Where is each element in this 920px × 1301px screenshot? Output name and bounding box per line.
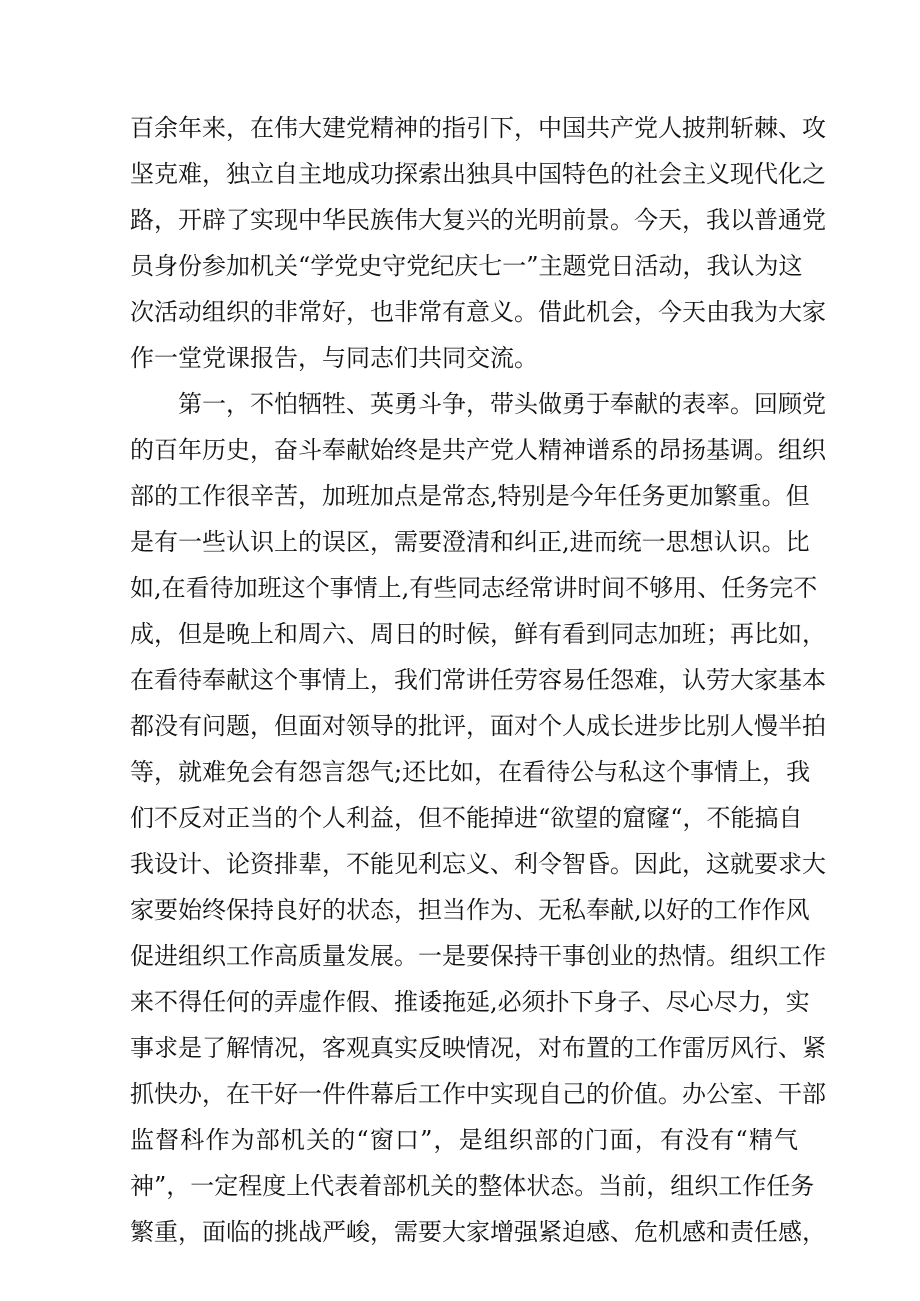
paragraph-2-line-1: 第一，不怕牺牲、英勇斗争，带头做勇于奉献的表率。回顾党	[178, 390, 826, 418]
paragraph-2-line-4: 是有一些认识上的误区，需要澄清和纠正,进而统一思想认识。比	[130, 528, 810, 556]
paragraph-1-line-1: 百余年来，在伟大建党精神的指引下，中国共产党人披荆斩棘、攻	[130, 114, 826, 142]
paragraph-1-line-4: 员身份参加机关“学党史守党纪庆七一”主题党日活动，我认为这	[130, 252, 803, 280]
paragraph-2-line-5: 如,在看待加班这个事情上,有些同志经常讲时间不够用、任务完不	[130, 574, 818, 602]
paragraph-2-line-3: 部的工作很辛苦，加班加点是常态,特别是今年任务更加繁重。但	[130, 482, 810, 510]
paragraph-2-line-11: 我设计、论资排辈，不能见利忘义、利令智昏。因此，这就要求大	[130, 850, 826, 878]
paragraph-2-line-2: 的百年历史，奋斗奉献始终是共产党人精神谱系的昂扬基调。组织	[130, 436, 826, 464]
paragraph-2-line-16: 抓快办，在干好一件件幕后工作中实现自己的价值。办公室、干部	[130, 1080, 826, 1108]
paragraph-2-line-15: 事求是了解情况，客观真实反映情况，对布置的工作雷厉风行、紧	[130, 1034, 826, 1062]
paragraph-1-line-6: 作一堂党课报告，与同志们共同交流。	[130, 344, 538, 372]
paragraph-2-line-17: 监督科作为部机关的“窗口”，是组织部的门面，有没有“精气	[130, 1126, 798, 1154]
paragraph-1-line-5: 次活动组织的非常好，也非常有意义。借此机会，今天由我为大家	[130, 298, 826, 326]
paragraph-1-line-3: 路，开辟了实现中华民族伟大复兴的光明前景。今天，我以普通党	[130, 206, 826, 234]
paragraph-2-line-12: 家要始终保持良好的状态，担当作为、无私奉献,以好的工作作风	[130, 896, 810, 924]
paragraph-2-line-18: 神”，一定程度上代表着部机关的整体状态。当前，组织工作任务	[130, 1172, 815, 1200]
paragraph-2-line-7: 在看待奉献这个事情上，我们常讲任劳容易任怨难，认劳大家基本	[130, 666, 826, 694]
paragraph-2-line-13: 促进组织工作高质量发展。一是要保持干事创业的热情。组织工作	[130, 942, 826, 970]
paragraph-1-line-2: 坚克难，独立自主地成功探索出独具中国特色的社会主义现代化之	[130, 160, 826, 188]
paragraph-2-line-10: 们不反对正当的个人利益，但不能掉进“欲望的窟窿“，不能搞自	[130, 804, 803, 832]
paragraph-2-line-6: 成，但是晚上和周六、周日的时候，鲜有看到同志加班；再比如，	[130, 620, 826, 648]
paragraph-2-line-9: 等，就难免会有怨言怨气;还比如，在看待公与私这个事情上，我	[130, 758, 811, 786]
paragraph-2-line-8: 都没有问题，但面对领导的批评，面对个人成长进步比别人慢半拍	[130, 712, 826, 740]
paragraph-2-line-19: 繁重，面临的挑战严峻，需要大家增强紧迫感、危机感和责任感，	[130, 1218, 826, 1246]
paragraph-2-line-14: 来不得任何的弄虚作假、推诿拖延,必须扑下身子、尽心尽力，实	[130, 988, 810, 1016]
